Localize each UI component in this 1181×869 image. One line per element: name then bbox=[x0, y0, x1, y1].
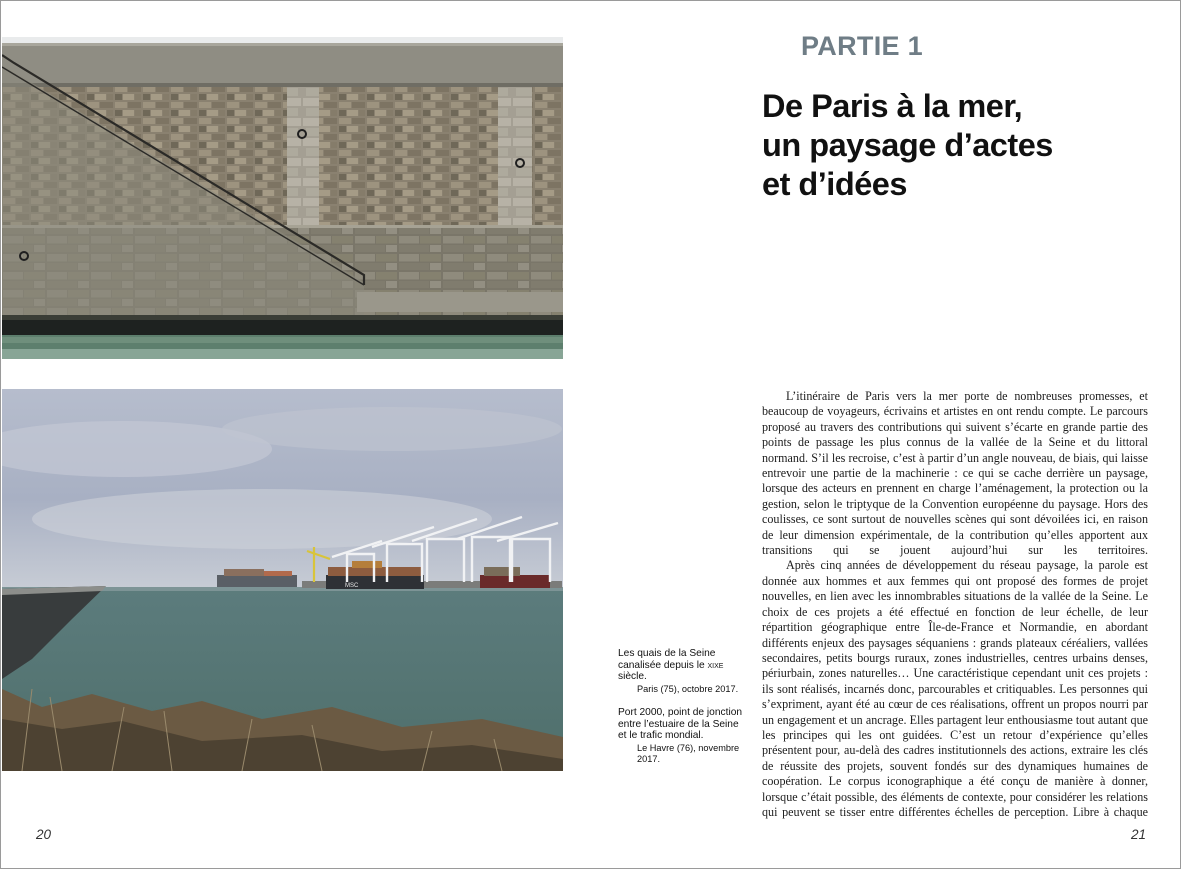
body-text bbox=[762, 389, 1148, 820]
caption-quay-text: Les quais de la Seine canalisée depuis le xixe siècle. bbox=[618, 648, 724, 683]
paragraph-2: Après cinq années de développement du réseau paysage, la parole est donnée aux hommes et aux femmes qui ont proposé des formes de projet nouvelles, en lien avec les innombrables situations de la vallée de la Seine. Le choix de ces projets a été effectué en fonction de leur échelle, de leur répartition géographique entre Île-de-France et Normandie, en abordant différents enjeux des paysages séquaniens : grands plateaux céréaliers, vallées secondaires, petits bourgs ruraux, zones industrielles, centres urbains denses, périurbain, zones naturelles… Une caractéristique cependant unit ces projets : ils sont réalisés, incarnés donc, parcourables et critiquables. Les personnes qui s’expriment, ayant été au cœur de ces réalisations, offrent un propos nourri par un engagement et un ancrage. Elles partagent leur enthousiasme tout autant que les principes qui les ont guidées. C’est un retour d’expérience qu’elles présentent pour, au-delà des cadres institutionnels des actions, extraire les clés de réussite des projets, souvent fondés sur des dynamiques humaines de coopération. Le corpus iconographique a été conçu de manière à donner, lorsque c’était possible, des éléments de contexte, pour considérer les relations qui peuvent se tisser entre différentes échelles de perception. Libre à chaque bbox=[762, 558, 1148, 819]
paragraph-1: L’itinéraire de Paris vers la mer porte de nombreuses promesses, et beaucoup de voyageurs, écrivains et artistes en ont rendu compte. Le parcours proposé au travers des contributions qui suivent s’écarte en grande partie des points de passage les plus connus de la vallée de la Seine et du littoral normand. S’il les recroise, c’est à partir d’un angle nouveau, de biais, qui laisse entrevoir une partie de la machinerie : ce qui se cache derrière un paysage, lorsque des acteurs en prennent en charge l’aménagement, la protection ou la gestion, selon le triptyque de la Convention européenne du paysage. Hors des coulisses, ce sont surtout de nouvelles scènes qui sont dévoilées ici, en raison de leur dimension expérimentale, de la contribution qu’elles apportent aux transitions qui se jouent aujourd’hui sur les territoires. bbox=[762, 389, 1148, 558]
title-line-1: De Paris à la mer, bbox=[762, 88, 1023, 124]
caption-port-credit: Le Havre (76), novembre 2017. bbox=[637, 742, 740, 764]
caption-port bbox=[618, 707, 746, 765]
port-photo bbox=[2, 389, 563, 771]
caption-port-text: Port 2000, point de jonction entre l’estuaire de la Seine et le trafic mondial. bbox=[618, 707, 743, 742]
svg-text:MSC: MSC bbox=[345, 583, 359, 589]
caption-quay-credit: Paris (75), octobre 2017. bbox=[637, 683, 739, 694]
page-number-left: 20 bbox=[36, 827, 52, 842]
quay-photo bbox=[2, 37, 563, 359]
part-label: PARTIE 1 bbox=[801, 31, 923, 61]
title-line-3: et d’idées bbox=[762, 166, 907, 202]
century-small-caps: xixe bbox=[707, 659, 724, 671]
page-number-right: 21 bbox=[1131, 827, 1147, 842]
title-line-2: un paysage d’actes bbox=[762, 127, 1053, 163]
caption-quay bbox=[618, 648, 746, 695]
part-title bbox=[762, 87, 1162, 204]
